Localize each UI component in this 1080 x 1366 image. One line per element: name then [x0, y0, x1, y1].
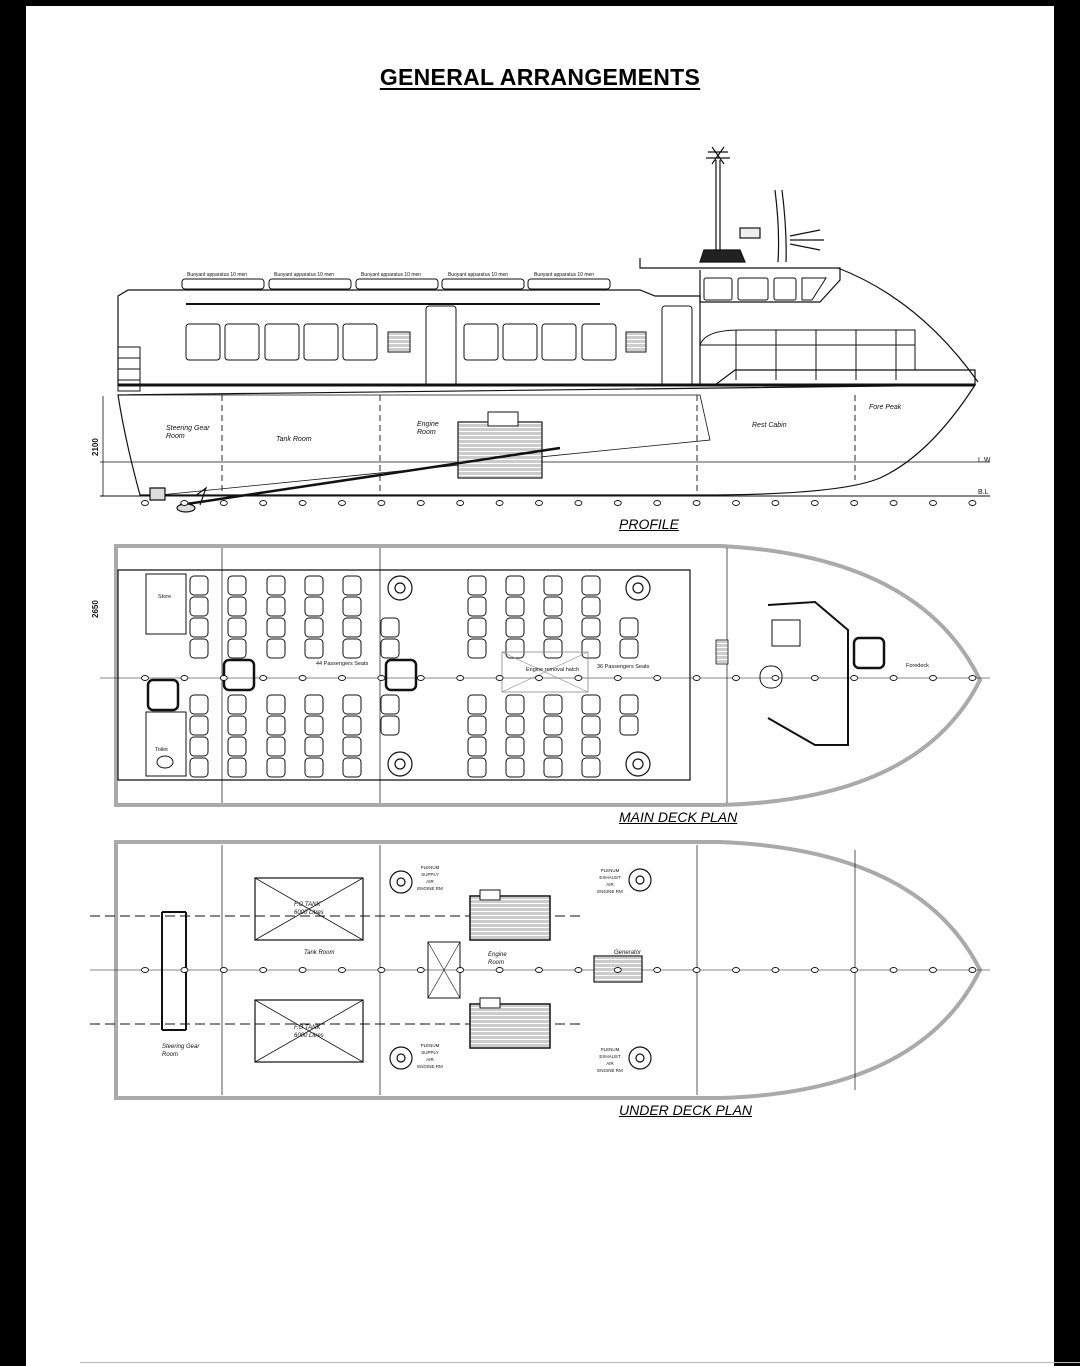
seat-icon — [343, 597, 361, 616]
station-marker — [851, 676, 858, 681]
seat-icon — [582, 597, 600, 616]
station-marker — [536, 676, 543, 681]
toilet-room — [146, 712, 186, 776]
room-label: Tank Room — [304, 950, 335, 956]
station-marker — [339, 968, 346, 973]
seat-icon — [190, 695, 208, 714]
plenum-label: PLENUM — [600, 1047, 620, 1052]
seat-icon — [228, 716, 246, 735]
seat-icon — [343, 758, 361, 777]
seat-icon — [343, 576, 361, 595]
station-marker — [220, 676, 227, 681]
station-marker — [969, 968, 976, 973]
room-label: Fore Peak — [869, 404, 902, 411]
station-marker — [693, 501, 700, 506]
page-rule — [80, 1362, 1080, 1363]
seat-icon — [506, 618, 524, 637]
station-marker — [693, 968, 700, 973]
foredeck-label: Foredeck — [906, 663, 929, 669]
seat-icon — [582, 639, 600, 658]
main-engine-icon — [180, 412, 560, 505]
seat-icon — [343, 695, 361, 714]
station-marker — [536, 501, 543, 506]
station-marker — [614, 968, 621, 973]
seat-icon — [190, 576, 208, 595]
station-marker — [181, 968, 188, 973]
fo-tank-label: F.O TANK — [294, 902, 321, 908]
station-marker — [260, 676, 267, 681]
room-label: Rest Cabin — [752, 422, 787, 429]
seat-icon — [506, 737, 524, 756]
station-marker — [614, 676, 621, 681]
station-marker — [969, 501, 976, 506]
station-marker — [811, 501, 818, 506]
station-marker — [575, 676, 582, 681]
vent-grille — [626, 332, 646, 352]
seat-icon — [228, 597, 246, 616]
engine-icon — [470, 998, 550, 1048]
hatch-label: Engine removal hatch — [526, 667, 580, 673]
seat-icon — [190, 758, 208, 777]
seat-icon — [468, 758, 486, 777]
seat-icon — [343, 737, 361, 756]
plenum-label: PLENUM — [600, 868, 620, 873]
station-marker — [772, 676, 779, 681]
seat-icon — [582, 758, 600, 777]
seat-icon — [190, 737, 208, 756]
profile-view — [100, 147, 990, 512]
room-label: Steering Gear — [162, 1044, 200, 1050]
seat-icon — [267, 576, 285, 595]
station-marker — [260, 501, 267, 506]
seat-icon — [544, 597, 562, 616]
seat-icon — [267, 737, 285, 756]
baseline-label: B.L — [978, 489, 989, 496]
station-marker — [930, 501, 937, 506]
room-label: Tank Room — [276, 436, 312, 443]
seat-icon — [582, 716, 600, 735]
passenger-seats — [190, 576, 638, 777]
plenum-label: AIR — [606, 882, 614, 887]
seat-icon — [582, 695, 600, 714]
seat-icon — [620, 618, 638, 637]
plenum-label: AIR — [426, 1057, 434, 1062]
plenum-label: AIR — [426, 879, 434, 884]
station-marker — [536, 968, 543, 973]
buoyant-label: Buoyant apparatus 10 men — [534, 272, 595, 278]
station-marker — [142, 501, 149, 506]
seat-icon — [468, 695, 486, 714]
plenum-label: ENGINE RM — [597, 1068, 623, 1073]
station-marker — [575, 968, 582, 973]
station-marker — [930, 676, 937, 681]
room-label: Room — [488, 960, 505, 966]
seat-icon — [468, 639, 486, 658]
plenum-label: AIR — [606, 1061, 614, 1066]
seat-icon — [544, 695, 562, 714]
fuel-tank — [255, 878, 363, 940]
station-marker — [457, 501, 464, 506]
beam-dimension: 2650 — [91, 600, 100, 618]
seat-icon — [267, 758, 285, 777]
seat-icon — [620, 695, 638, 714]
seat-icon — [190, 716, 208, 735]
station-marker — [693, 676, 700, 681]
station-marker — [851, 968, 858, 973]
fo-tank-capacity: 6000 Litres — [294, 1033, 324, 1039]
station-marker — [220, 968, 227, 973]
station-marker — [733, 676, 740, 681]
station-marker — [339, 501, 346, 506]
room-label: Room — [162, 1052, 179, 1058]
station-marker — [496, 501, 503, 506]
seat-icon — [582, 618, 600, 637]
station-marker — [378, 501, 385, 506]
profile-label: PROFILE — [619, 516, 679, 532]
page-title: GENERAL ARRANGEMENTS — [379, 64, 701, 90]
plenum-label: ENGINE RM — [417, 886, 443, 891]
seat-icon — [267, 597, 285, 616]
station-marker — [181, 501, 188, 506]
seat-icon — [267, 695, 285, 714]
station-marker — [457, 676, 464, 681]
station-marker — [378, 676, 385, 681]
seat-icon — [305, 618, 323, 637]
station-marker — [299, 968, 306, 973]
seat-icon — [267, 618, 285, 637]
seat-icon — [228, 758, 246, 777]
seat-icon — [305, 758, 323, 777]
seat-icon — [305, 737, 323, 756]
station-marker — [654, 676, 661, 681]
room-label: Room — [166, 433, 185, 440]
fuel-tank — [255, 1000, 363, 1062]
generator-label: Generator — [614, 950, 642, 956]
station-marker — [811, 676, 818, 681]
fwd-seats-label: 36 Passengers Seats — [597, 664, 650, 670]
station-marker — [457, 968, 464, 973]
buoyant-label: Buoyant apparatus 10 men — [187, 272, 248, 278]
plenum-label: EXHAUST — [599, 875, 621, 880]
buoyant-label: Buoyant apparatus 10 men — [274, 272, 335, 278]
seat-icon — [468, 618, 486, 637]
station-marker — [417, 676, 424, 681]
under-deck-plan-label: UNDER DECK PLAN — [619, 1102, 753, 1118]
plenum-label: ENGINE RM — [417, 1064, 443, 1069]
toilet-label: Toilet — [155, 747, 168, 753]
seat-icon — [305, 597, 323, 616]
engine-icon — [470, 890, 550, 940]
station-marker — [890, 501, 897, 506]
seat-icon — [228, 618, 246, 637]
seat-icon — [506, 597, 524, 616]
seat-icon — [506, 716, 524, 735]
seat-icon — [267, 639, 285, 658]
plenum-label: SUPPLY — [421, 1050, 439, 1055]
seat-icon — [343, 639, 361, 658]
height-dimension: 2100 — [91, 438, 100, 456]
station-marker — [260, 968, 267, 973]
seat-icon — [544, 639, 562, 658]
seat-icon — [468, 597, 486, 616]
plenum-label: EXHAUST — [599, 1054, 621, 1059]
seat-icon — [381, 639, 399, 658]
side-door — [426, 306, 456, 386]
room-label: Engine — [488, 952, 507, 958]
station-marker — [575, 501, 582, 506]
station-marker — [181, 676, 188, 681]
station-marker — [733, 501, 740, 506]
fo-tank-capacity: 6000 Litres — [294, 910, 324, 916]
seat-icon — [381, 695, 399, 714]
station-marker — [733, 968, 740, 973]
vent-grille — [388, 332, 410, 352]
seat-icon — [620, 716, 638, 735]
fo-tank-label: F.O TANK — [294, 1025, 321, 1031]
seat-icon — [582, 576, 600, 595]
station-marker — [772, 968, 779, 973]
buoyant-label: Buoyant apparatus 10 men — [448, 272, 509, 278]
waterline-label: L.W — [978, 457, 991, 464]
store-room — [146, 574, 186, 634]
life-ring-icons — [388, 576, 650, 776]
buoyant-apparatus-row — [182, 279, 610, 289]
aft-seats-label: 44 Passengers Seats — [316, 661, 369, 667]
seat-icon — [582, 737, 600, 756]
station-marker — [614, 501, 621, 506]
seat-icon — [343, 716, 361, 735]
station-marker — [299, 676, 306, 681]
station-marker — [654, 968, 661, 973]
seat-icon — [228, 576, 246, 595]
wheelhouse-console — [768, 602, 848, 745]
seat-icon — [343, 618, 361, 637]
seat-icon — [468, 716, 486, 735]
station-marker — [496, 676, 503, 681]
station-marker — [417, 968, 424, 973]
station-marker — [220, 501, 227, 506]
seat-icon — [305, 576, 323, 595]
station-marker — [378, 968, 385, 973]
seat-icon — [544, 758, 562, 777]
seat-icon — [190, 639, 208, 658]
seat-icon — [228, 695, 246, 714]
plenum-label: SUPPLY — [421, 872, 439, 877]
hull-outline — [118, 385, 975, 495]
seat-icon — [267, 716, 285, 735]
station-marker — [772, 501, 779, 506]
station-marker — [417, 501, 424, 506]
station-marker — [299, 501, 306, 506]
seat-icon — [381, 716, 399, 735]
main-deck-plan-label: MAIN DECK PLAN — [619, 809, 738, 825]
seat-icon — [506, 576, 524, 595]
seat-icon — [228, 639, 246, 658]
toilet-icon — [157, 756, 173, 768]
station-marker — [890, 968, 897, 973]
seat-icon — [305, 716, 323, 735]
plenum-label: PLENUM — [420, 865, 440, 870]
plenum-label: ENGINE RM — [597, 889, 623, 894]
station-marker — [654, 501, 661, 506]
room-label: Room — [417, 429, 436, 436]
seat-icon — [228, 737, 246, 756]
room-label: Steering Gear — [166, 425, 210, 432]
escape-hatch-icons — [148, 638, 884, 710]
store-label: Store — [158, 594, 172, 600]
station-marker — [969, 676, 976, 681]
seat-icon — [305, 695, 323, 714]
seat-icon — [544, 716, 562, 735]
station-marker — [142, 676, 149, 681]
seat-icon — [544, 618, 562, 637]
seat-icon — [190, 618, 208, 637]
room-label: Engine — [417, 421, 439, 428]
station-marker — [496, 968, 503, 973]
station-marker — [930, 968, 937, 973]
side-door — [662, 306, 692, 386]
station-marker — [339, 676, 346, 681]
seat-icon — [506, 695, 524, 714]
seat-icon — [468, 576, 486, 595]
seat-icon — [620, 639, 638, 658]
seat-icon — [506, 758, 524, 777]
station-marker — [811, 968, 818, 973]
station-marker — [142, 968, 149, 973]
mast — [700, 147, 824, 262]
seat-icon — [544, 576, 562, 595]
station-marker — [851, 501, 858, 506]
buoyant-label: Buoyant apparatus 10 men — [361, 272, 422, 278]
seat-icon — [468, 737, 486, 756]
seat-icon — [305, 639, 323, 658]
seat-icon — [381, 618, 399, 637]
station-marker — [890, 676, 897, 681]
seat-icon — [190, 597, 208, 616]
frame-lines — [222, 548, 727, 803]
seat-icon — [544, 737, 562, 756]
plenum-label: PLENUM — [420, 1043, 440, 1048]
